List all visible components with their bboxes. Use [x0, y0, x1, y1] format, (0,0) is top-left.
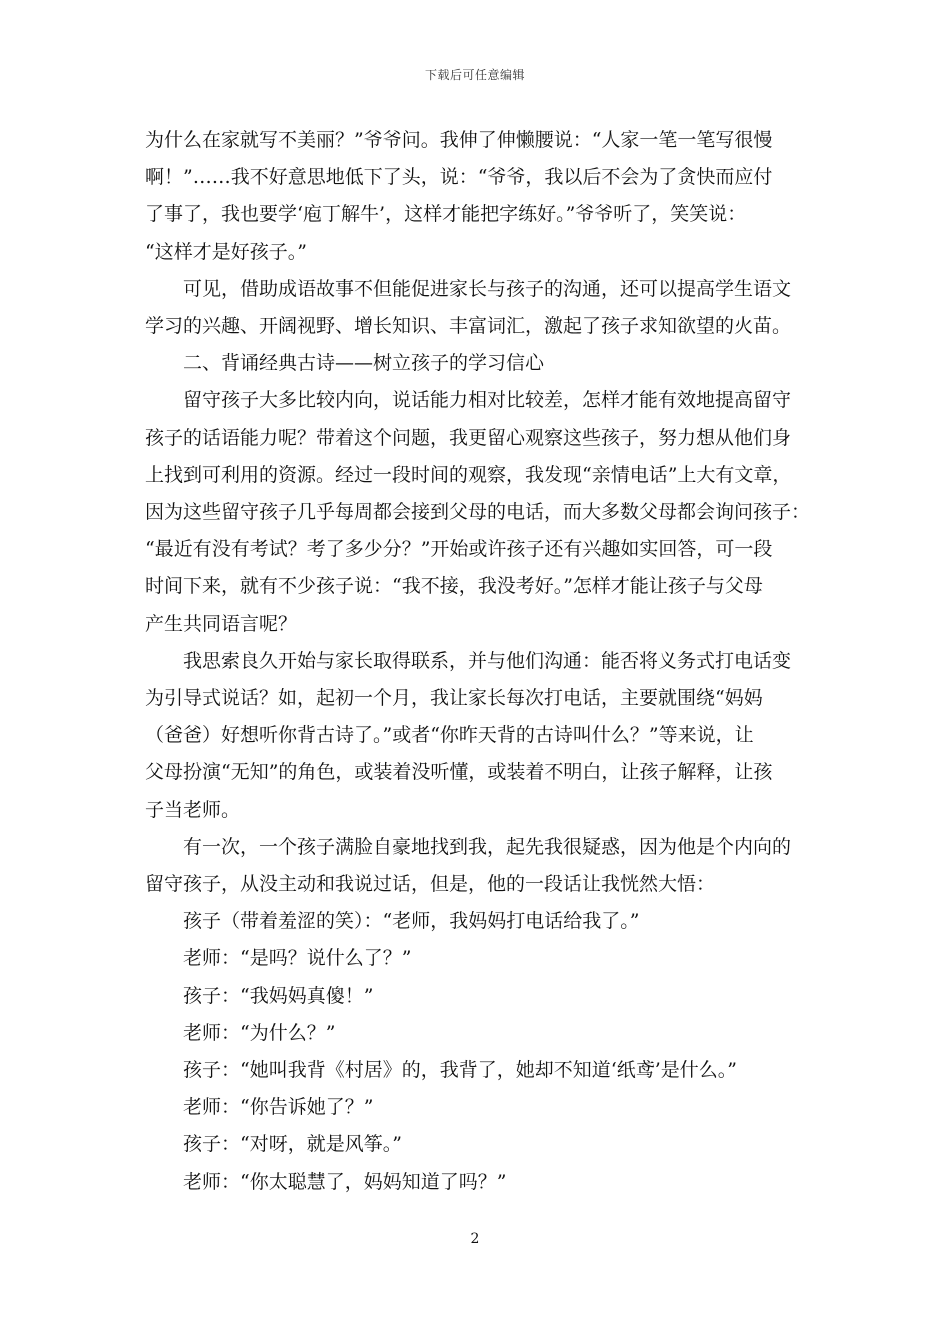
text-line: 产生共同语言呢？ [145, 612, 298, 635]
text-line: 啊！”……我不好意思地低下了头，说：“爷爷，我以后不会为了贪快而应付 [145, 166, 773, 189]
text-line: 父母扮演“无知”的角色，或装着没听懂，或装着不明白，让孩子解释，让孩 [145, 761, 773, 784]
text-line: 学习的兴趣、开阔视野、增长知识、丰富词汇，激起了孩子求知欲望的火苗。 [145, 315, 792, 338]
dialogue-line [145, 940, 807, 977]
text-line: 子当老师。 [145, 798, 241, 821]
text-line: （爸爸）好想听你背古诗了。”或者“你昨天背的古诗叫什么？”等来说，让 [145, 724, 754, 747]
text-line: 为什么在家就写不美丽？”爷爷问。我伸了伸懒腰说：“人家一笔一笔写很慢 [145, 129, 773, 151]
text-line: 二、背诵经典古诗——树立孩子的学习信心 [183, 352, 545, 375]
text-line: 老师：“你告诉她了？” [183, 1096, 374, 1119]
text-line: 为引导式说话？如，起初一个月，我让家长每次打电话，主要就围绕“妈妈 [145, 687, 763, 710]
dialogue-line [145, 978, 807, 1015]
paragraph [145, 829, 807, 903]
page-header: 下载后可任意编辑 [424, 68, 525, 82]
paragraph [145, 643, 807, 829]
text-line: 孩子的话语能力呢？带着这个问题，我更留心观察这些孩子，努力想从他们身 [145, 426, 792, 449]
text-line: 上找到可利用的资源。经过一段时间的观察，我发现“亲情电话”上大有文章， [145, 463, 792, 486]
text-line: 孩子（带着羞涩的笑）：“老师，我妈妈打电话给我了。” [183, 910, 640, 933]
text-line: “最近有没有考试？考了多少分？”开始或许孩子还有兴趣如实回答，可一段 [145, 538, 773, 561]
text-line: 留守孩子大多比较内向，说话能力相对比较差，怎样才能有效地提高留守 [183, 389, 792, 412]
dialogue-line [145, 903, 807, 940]
text-line: 我思索良久开始与家长取得联系，并与他们沟通：能否将义务式打电话变 [183, 649, 792, 672]
dialogue-line [145, 1015, 807, 1052]
dialogue-line [145, 1052, 807, 1089]
dialogue-line [145, 1089, 807, 1126]
text-line: 可见，借助成语故事不但能促进家长与孩子的沟通，还可以提高学生语文 [183, 277, 792, 300]
text-line: 孩子：“我妈妈真傻！” [183, 984, 374, 1007]
text-line: 老师：“为什么？” [183, 1021, 336, 1044]
text-line: 老师：“你太聪慧了，妈妈知道了吗？” [183, 1170, 507, 1193]
paragraph [145, 271, 807, 345]
paragraph [145, 122, 807, 271]
text-line: 留守孩子，从没主动和我说过话，但是，他的一段话让我恍然大悟： [145, 873, 716, 896]
text-line: 因为这些留守孩子几乎每周都会接到父母的电话，而大多数父母都会询问孩子： [145, 501, 811, 524]
dialogue-line [145, 1164, 807, 1201]
dialogue-line [145, 1126, 807, 1163]
document-body [145, 122, 811, 1201]
section-heading [145, 345, 807, 382]
page-number: 2 [470, 1231, 480, 1247]
paragraph [145, 382, 811, 642]
text-line: 孩子：“对呀，就是风筝。” [183, 1133, 402, 1156]
text-line: 孩子：“她叫我背《村居》的，我背了，她却不知道‘纸鸢’是什么。” [183, 1059, 738, 1082]
text-line: 了事了，我也要学‘庖丁解牛’，这样才能把字练好。”爷爷听了，笑笑说： [145, 203, 747, 226]
text-line: 老师：“是吗？说什么了？” [183, 947, 412, 970]
text-line: “这样才是好孩子。” [145, 240, 307, 263]
text-line: 有一次，一个孩子满脸自豪地找到我，起先我很疑惑，因为他是个内向的 [183, 835, 792, 858]
text-line: 时间下来，就有不少孩子说：“我不接，我没考好。”怎样才能让孩子与父母 [145, 575, 763, 598]
